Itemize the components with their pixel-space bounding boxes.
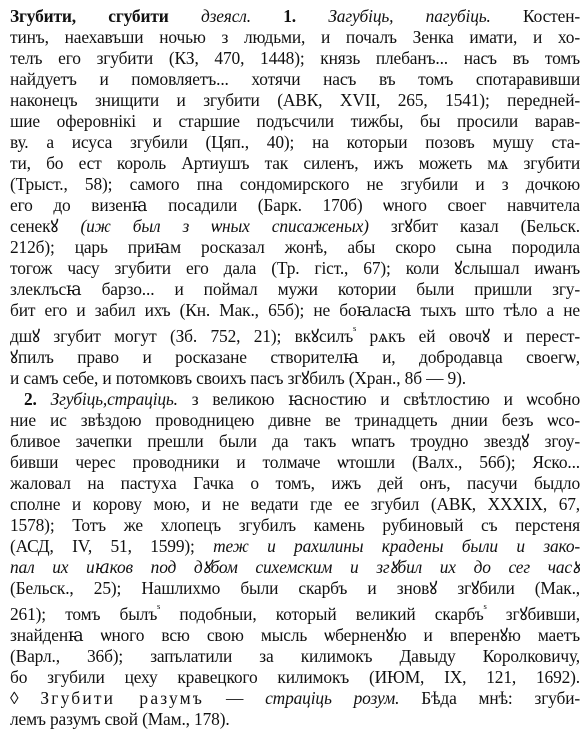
superscript-mark: ˢ (353, 323, 357, 339)
entry-line (10, 69, 580, 90)
entry-line (10, 258, 580, 279)
text-segment (37, 389, 51, 409)
text-segment: згꙋбит казал (Бельск. (368, 216, 580, 236)
italic-text: Згубіць,страціць. (50, 388, 178, 409)
entry-line (10, 111, 580, 132)
text-segment: (АСД, IV, 51, 1599); (10, 535, 214, 556)
text-segment: наконецъ знищити и згубити (АВК, XVII, 265, 1541); передней- (10, 90, 580, 110)
text-segment: сенекꙋ (10, 216, 81, 236)
superscript-mark: ˢ (483, 600, 487, 617)
text-segment: лемъ разумъ свой (Мам., 178). (10, 708, 230, 729)
entry-line (10, 300, 580, 321)
entry-line (10, 6, 580, 27)
dictionary-entry-zgubiti (10, 6, 580, 730)
text-segment: 261); томъ былъ (10, 603, 158, 624)
text-segment: бивши черес проводники и толмаче ѡтошли (Валх., 56б); Яско... (10, 451, 580, 472)
italic-text: дзеясл. (200, 6, 251, 26)
text-segment: и самъ себе, и потомковъ своихъ пасъ згꙋбилъ (Хран., 8б — 9). (10, 367, 466, 388)
text-segment: (Варл., 36б); запълатили за килимокъ Давыду Королковичу, (10, 645, 580, 666)
entry-line (10, 153, 580, 174)
text-segment: згꙋбивши, (486, 603, 580, 624)
text-segment: бо згубили цеху кравецкого килимокъ (ИЮМ, IX, 121, 1692). (10, 666, 580, 687)
entry-line (10, 90, 580, 111)
text-segment: подобныи, который великий скарбъ (160, 603, 484, 624)
text-segment: злеклъсꙗ барзо... и поймал мужи котории были пришли згу- (10, 279, 580, 299)
text-segment: шие оферовнікі и старшие подъсчили тижбы, бы просили варав- (10, 111, 580, 131)
italic-text: их иꙗков под дꙋбом сихемским и згꙋбил их до сег часꙋ (52, 556, 580, 577)
italic-text: пал (10, 556, 53, 577)
entry-line (10, 347, 580, 368)
text-segment: ◊ (10, 687, 41, 708)
entry-line (10, 132, 580, 153)
text-segment: ти, бо ест король Артиушъ так силенъ, ижъ можеть мѧ згубити (10, 153, 580, 173)
entry-line (10, 48, 580, 69)
entry-line (10, 557, 580, 578)
entry-line (10, 515, 580, 536)
text-segment: его до визенꙗ посадили (Барк. 170б) ѡного своег навчитела (10, 195, 580, 215)
text-segment: найдуетъ и помовляетъ... хотячи насъ въ томъ спотаравивши (10, 69, 580, 89)
entry-line (10, 389, 580, 410)
phrase-headword: Згубити разумъ (40, 687, 205, 708)
text-segment: жаловал на пастуха Гачка о томъ, ижъ дей онъ, пасучи быдло (10, 472, 580, 493)
entry-line (10, 431, 580, 452)
text-segment (251, 6, 283, 26)
text-segment (296, 6, 328, 26)
entry-line (10, 625, 580, 646)
italic-text: теж и рахилины крадены были и зако- (213, 535, 580, 556)
text-segment: — (204, 687, 266, 708)
sense-number: 2. (24, 388, 37, 409)
entry-line (10, 536, 580, 557)
entry-line (10, 494, 580, 515)
entry-line (10, 321, 580, 347)
text-segment: ꙋпилъ право и росказане створителꙗ и, добродавца своегѡ, (10, 346, 580, 367)
sense-number: 1. (283, 6, 296, 26)
superscript-mark: ˢ (157, 600, 161, 617)
text-segment: ву. а исуса згубили (Цяп., 40); на которыи позовъ мушу ста- (10, 132, 580, 152)
italic-text: (иж был з ѡных списаженых) (80, 216, 369, 236)
entry-line (10, 452, 580, 473)
text-segment: тинъ, наехавъши ночью з людьми, и почалъ Зенка имати, и хо- (10, 27, 580, 47)
headword: Згубити, сгубити (10, 6, 169, 26)
entry-line (10, 410, 580, 431)
text-segment: тогож часу згубити его дала (Тр. гіст., 67); коли ꙋслышал иѡанъ (10, 258, 580, 278)
entry-line (10, 578, 580, 599)
entry-line (10, 237, 580, 258)
text-segment: телъ его згубити (КЗ, 470, 1448); князь плебанъ... насъ въ томъ (10, 48, 580, 68)
entry-line (10, 216, 580, 237)
entry-line (10, 174, 580, 195)
text-segment: ние ис звѣздою проводницею дивне ве тринадцеть днии безъ ѡсо- (10, 409, 580, 430)
italic-text: страціць розум. (265, 687, 400, 708)
text-segment: бит его и забил ихъ (Кн. Мак., 65б); не боꙗласꙗ тыхъ што тѣло а не (10, 300, 580, 320)
text-segment: з великою ꙗсностию и свѣтлостию и ѡсобно (177, 388, 580, 409)
entry-line (10, 709, 580, 730)
entry-line (10, 646, 580, 667)
text-segment: 212б); царь приꙗм росказал жонѣ, абы скоро сына породила (10, 237, 580, 257)
italic-text: Загубіць, пагубіць. (328, 6, 491, 26)
entry-line (10, 667, 580, 688)
entry-line (10, 688, 580, 709)
entry-line (10, 279, 580, 300)
text-segment: Бѣда мнѣ: згуби- (399, 687, 580, 708)
text-segment: сполне и корову мою, и не ведати где ее згубил (АВК, XXXIX, 67, (10, 493, 580, 514)
text-segment: 1578); Тотъ же хлопецъ згубилъ камень рубиновый съ перстеня (10, 514, 580, 535)
entry-line (10, 368, 580, 389)
text-segment: бливое зачепки прешли были да такъ ѡпатъ троудно звездꙋ згоу- (10, 430, 580, 451)
text-segment: знайденꙗ ѡного всю свою мысль ѡберненꙋю и вперенꙋю маетъ (10, 624, 580, 645)
text-segment: (Трыст., 58); самого пна сондомирского не згубили и з дочкою (10, 174, 580, 194)
text-segment: рѧкъ ей овочꙋ и перест- (356, 325, 580, 346)
entry-line (10, 195, 580, 216)
entry-line (10, 599, 580, 625)
text-segment: Костен- (490, 6, 580, 26)
text-segment: (Бельск., 25); Нашлихмо были скарбъ и зновꙋ згꙋбили (Мак., (10, 577, 580, 598)
entry-line (10, 27, 580, 48)
text-segment (169, 6, 201, 26)
entry-line (10, 473, 580, 494)
text-segment: дшꙋ згубит могут (Зб. 752, 21); вкꙋсилъ (10, 325, 354, 346)
